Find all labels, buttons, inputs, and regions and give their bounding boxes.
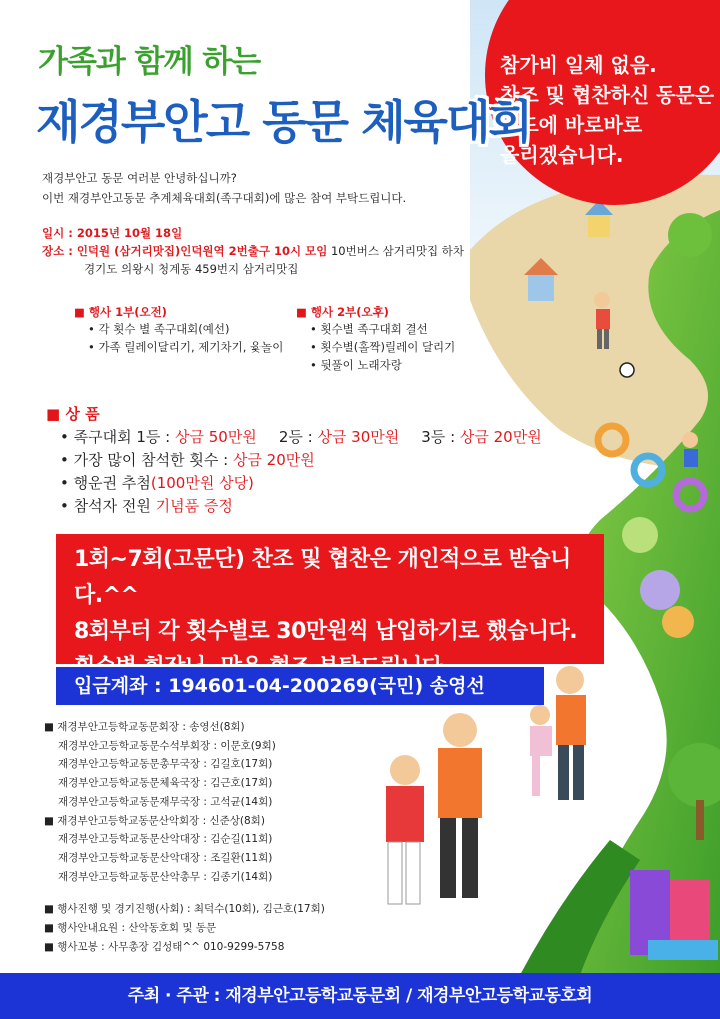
part1-title: 행사 1부(오전) xyxy=(88,305,167,319)
prize-label: 가장 많이 참석한 횟수 : xyxy=(73,451,233,469)
staff-line: 재경부안고등학교동문산악대장 : 조길환(11회) xyxy=(58,851,273,864)
staff-line: 재경부안고등학교동문산악대장 : 김순길(11회) xyxy=(58,833,273,846)
prize-label: 2등 : xyxy=(278,428,318,446)
sponsor-notice-box xyxy=(56,534,604,664)
kid-figure xyxy=(682,432,698,448)
house xyxy=(588,215,610,237)
sponsor-line: 8회부터 각 횟수별로 30만원씩 납입하기로 했습니다. xyxy=(74,619,578,644)
program-part1: ■ 행사 1부(오전) • 각 횟수 별 족구대회(예선) • 가족 릴레이달리기, 제기차기, 윷놀이 xyxy=(74,305,284,354)
sponsor-line: 1회~7회(고문단) 찬조 및 협찬은 개인적으로 받습니다.^^ xyxy=(74,547,571,608)
balloon-tree xyxy=(662,606,694,638)
prizes-heading: 상 품 xyxy=(65,405,100,423)
square-bullet-icon: ■ xyxy=(46,405,66,423)
event-place: 장소 : 인덕원 (삼거리맛집)인덕원역 2번출구 10시 모임 xyxy=(42,244,328,258)
part1-item: 각 횟수 별 족구대회(예선) xyxy=(98,322,230,336)
prize-label: 족구대회 1등 : xyxy=(73,428,175,446)
notice-circle-text xyxy=(500,50,715,170)
notice-line: 올리겠습니다. xyxy=(500,143,624,167)
prize-value: 상금 30만원 xyxy=(317,428,400,446)
footer-organizer: 주최 · 주관 : 재경부안고등학교동문회 / 재경부안고등학교동호회 xyxy=(0,973,720,1019)
tree xyxy=(622,517,658,553)
staff-line: 재경부안고등학교동문회장 : 송영선(8회) xyxy=(57,721,245,733)
kid-figure xyxy=(594,292,610,308)
staff-line: 행사안내요원 : 산악동호회 및 동문 xyxy=(57,922,217,935)
part2-item: 뒷풀이 노래자랑 xyxy=(320,358,402,372)
poster-title: 재경부안고 동문 체육대회 xyxy=(36,95,531,149)
poster-subtitle: 가족과 함께 하는 xyxy=(38,44,261,80)
balloon-tree xyxy=(640,570,680,610)
intro-text xyxy=(42,168,406,208)
staff-line: 재경부안고등학교동문체육국장 : 김근호(17회) xyxy=(58,777,273,790)
prize-value: 상금 50만원 xyxy=(174,428,257,446)
program-part2: ■ 행사 2부(오후) • 횟수별 족구대회 결선 • 횟수별(홀짝)릴레이 달리기 • 뒷풀이 노래자랑 xyxy=(296,305,456,372)
prizes-section: ■ 상 품 • 족구대회 1등 : 상금 50만원 2등 : 상금 30만원 3등 : 상금 20만원 • 가장 많이 참석한 횟수 : 상금 20만원 • 행운권 추첨(100만원 상당) • 참석자 전원 기념품 증정 xyxy=(46,405,542,515)
staff-line: 행사꼬봉 : 사무총장 김성태^^ 010-9299-5758 xyxy=(57,940,285,953)
notice-line: 참가비 일체 없음. xyxy=(500,53,657,77)
event-info xyxy=(42,224,464,278)
staff-line: 재경부안고등학교동문산악회장 : 신준상(8회) xyxy=(57,814,265,827)
prize-label: 행운권 추첨 xyxy=(73,474,151,492)
intro-line: 이번 재경부안고동문 추계체육대회(족구대회)에 많은 참여 부탁드립니다. xyxy=(42,191,407,205)
prize-value: 상금 20만원 xyxy=(232,451,315,469)
notice-line: 찬조 및 협찬하신 동문은 xyxy=(500,83,715,107)
part2-item: 횟수별(홀짝)릴레이 달리기 xyxy=(320,340,456,354)
intro-line: 재경부안고 동문 여러분 안녕하십니까? xyxy=(42,171,237,185)
prize-value: 상금 20만원 xyxy=(459,428,542,446)
part2-item: 횟수별 족구대회 결선 xyxy=(320,322,428,336)
part1-item: 가족 릴레이달리기, 제기차기, 윷놀이 xyxy=(98,340,284,354)
prize-value: (100만원 상당) xyxy=(150,474,254,492)
staff-line: 재경부안고등학교동문총무국장 : 김길호(17회) xyxy=(58,758,273,771)
prize-value: 기념품 증정 xyxy=(155,497,233,515)
books-illustration xyxy=(630,870,718,960)
soccer-ball xyxy=(620,363,634,377)
event-address: 경기도 의왕시 청계동 459번지 삼거리맛집 xyxy=(84,262,299,276)
event-place-extra: 10번버스 삼거리맛집 하차 xyxy=(330,244,465,258)
event-date: 일시 : 2015년 10월 18일 xyxy=(42,226,183,240)
staff-line: 재경부안고등학교동문산악총무 : 김종기(14회) xyxy=(58,870,273,883)
staff-line: 재경부안고등학교동문재무국장 : 고석균(14회) xyxy=(58,795,273,808)
tree xyxy=(668,213,712,257)
part2-title: 행사 2부(오후) xyxy=(310,305,389,319)
house xyxy=(528,275,554,301)
staff-list: ■ 재경부안고등학교동문회장 : 송영선(8회) 재경부안고등학교동문수석부회장 : 이문호(9회) 재경부안고등학교동문총무국장 : 김길호(17회) 재경부안고등학교동문체육국장 : 김근호(17회) 재경부안고등학교동문재무국장 : 고석균(14회) ■ 재경부안고등학교동문산악회장 : 신준상(8회) 재경부안고등학교동문산악대장 : 김순길(11회) 재경부안고등학교동문산악대장 : 조길환(11회) 재경부안고등학교동문산악총무 : 김종기(14회) ■ 행사진행 및 경기진행(사회) : 최덕수(10회), 김근호(17회) ■ 행사안내요원 : 산악동호회 및 동문 ■ 행사꼬봉 : 사무총장 김성태^^ 010-9299-5758 xyxy=(44,721,325,953)
square-bullet-icon: ■ xyxy=(74,305,89,319)
bank-account-box: 입금계좌 : 194601-04-200269(국민) 송영선 xyxy=(56,667,544,705)
prize-label: 3등 : xyxy=(421,428,460,446)
notice-line: 벤드에 바로바로 xyxy=(500,113,643,137)
staff-line: 행사진행 및 경기진행(사회) : 최덕수(10회), 김근호(17회) xyxy=(57,903,325,916)
square-bullet-icon: ■ xyxy=(296,305,311,319)
prize-label: 참석자 전원 xyxy=(73,497,156,515)
staff-line: 재경부안고등학교동문수석부회장 : 이문호(9회) xyxy=(58,739,276,752)
